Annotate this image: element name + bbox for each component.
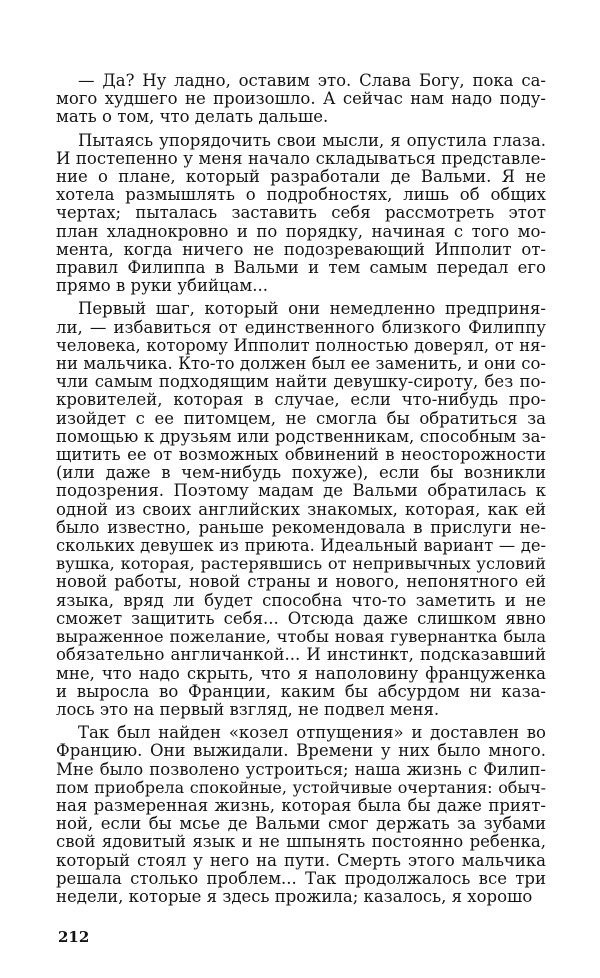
text-line: подозрения. Поэтому мадам де Вальми обратилась к: [56, 481, 546, 501]
text-line: пом приобрела спокойные, устойчивые очертания: обыч-: [56, 777, 546, 797]
text-line: мне, что надо скрыть, что я наполовину француженка: [56, 663, 546, 683]
text-line: недели, которые я здесь прожила; казалось, я хорошо: [56, 886, 533, 906]
text-line: скольких девушек из приюта. Идеальный вариант — де-: [56, 536, 546, 556]
text-line: одной из своих английских знакомых, которая, как ей: [56, 499, 546, 519]
page-number: 212: [58, 928, 90, 946]
paragraph: [56, 72, 546, 127]
paragraph: [56, 724, 546, 906]
text-line: план хладнокровно и по порядку, начиная с того мо-: [56, 221, 546, 241]
text-line: — Да? Ну ладно, оставим это. Слава Богу, пока са-: [78, 71, 546, 90]
text-line: выраженное пожелание, чтобы новая гувернантка была: [56, 627, 546, 647]
text-line: чли самым подходящим найти девушку-сироту, без по-: [56, 372, 546, 392]
text-line: решала столько проблем... Так продолжалось все три: [56, 868, 546, 888]
text-line: новой работы, новой страны и нового, непонятного ей: [56, 572, 546, 592]
text-line: правил Филиппа в Вальми и тем самым передал его: [56, 258, 546, 278]
text-line: чертах; пыталась заставить себя рассмотреть этот: [56, 203, 546, 223]
text-line: было известно, раньше рекомендовала в прислуги не-: [56, 517, 546, 537]
text-line: изойдет с ее питомцем, не смогла бы обратиться за: [56, 408, 546, 428]
page-text: [56, 72, 546, 906]
paragraph: [56, 300, 546, 719]
text-line: мого худшего не произошло. А сейчас нам надо поду-: [56, 89, 546, 109]
text-line: Так был найден «козел отпущения» и доставлен во: [78, 723, 546, 743]
text-line: и выросла во Франции, каким бы абсурдом ни каза-: [56, 681, 546, 701]
text-line: помощью к друзьям или родственникам, способным за-: [56, 426, 546, 446]
text-line: кровителей, которая в случае, если что-нибудь про-: [56, 390, 546, 410]
text-line: щитить ее от возможных обвинений в неосторожности: [56, 445, 546, 465]
text-line: (или даже в чем-нибудь похуже), если бы возникли: [56, 463, 546, 483]
text-line: Первый шаг, который они немедленно предприня-: [78, 299, 546, 319]
text-line: языка, вряд ли будет способна что-то заметить и не: [56, 590, 546, 610]
text-line: человека, которому Ипполит полностью доверял, от ня-: [56, 335, 546, 355]
text-line: мента, когда ничего не подозревающий Ипполит от-: [56, 239, 546, 259]
text-line: ная размеренная жизнь, которая была бы даже прият-: [56, 795, 546, 815]
text-line: И постепенно у меня начало складываться представле-: [56, 148, 546, 168]
text-line: ние о плане, который разработали де Вальми. Я не: [56, 167, 546, 187]
text-line: Мне было позволено устроиться; наша жизнь с Филип-: [56, 759, 546, 779]
text-line: Пытаясь упорядочить свои мысли, я опустила глаза.: [78, 130, 546, 150]
text-line: хотела размышлять о подробностях, лишь об общих: [56, 185, 546, 205]
text-line: мать о том, что делать дальше.: [56, 107, 329, 127]
paragraph: [56, 132, 546, 296]
book-page: [56, 72, 546, 912]
text-line: ли, — избавиться от единственного близкого Филиппу: [56, 317, 546, 337]
text-line: обязательно англичанкой... И инстинкт, подсказавший: [56, 645, 546, 665]
text-line: ной, если бы мсье де Вальми смог держать за зубами: [56, 814, 546, 834]
text-line: ни мальчика. Кто-то должен был ее заменить, и они со-: [56, 354, 546, 374]
text-line: сможет защитить себя... Отсюда даже слишком явно: [56, 608, 546, 628]
text-line: вушка, которая, растерявшись от непривычных условий: [56, 554, 546, 574]
text-line: прямо в руки убийцам...: [56, 276, 268, 296]
text-line: лось это на первый взгляд, не подвел меня.: [56, 699, 440, 719]
text-line: который стоял у него на пути. Смерть этого мальчика: [56, 850, 546, 870]
text-line: свой ядовитый язык и не шпынять постоянно ребенка,: [56, 832, 546, 852]
text-line: Францию. Они выжидали. Времени у них было много.: [56, 741, 546, 761]
